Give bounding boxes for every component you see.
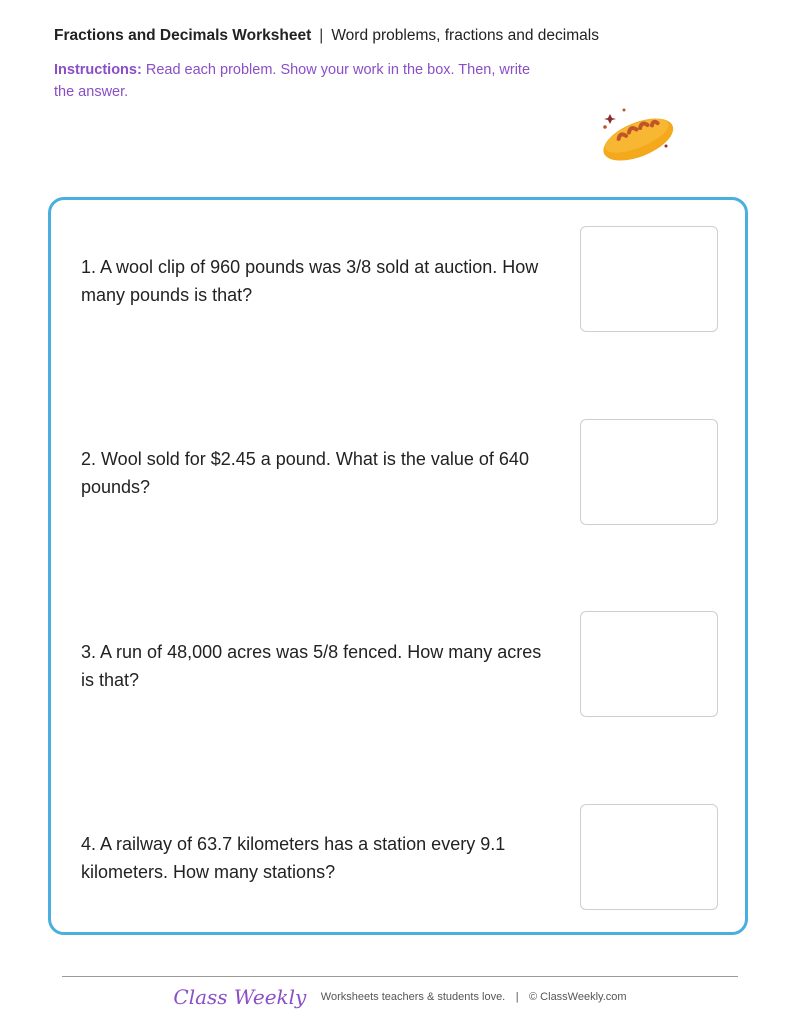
answer-box-3[interactable]	[580, 611, 718, 717]
worksheet-subtitle: Word problems, fractions and decimals	[331, 27, 599, 44]
header-separator: |	[319, 27, 324, 44]
instructions-text: Read each problem. Show your work in the box. Then, write the answer.	[54, 62, 531, 100]
problem-3: 3. A run of 48,000 acres was 5/8 fenced. How many acres is that?	[81, 642, 542, 690]
problem-1: 1. A wool clip of 960 pounds was 3/8 sold at auction. How many pounds is that?	[81, 257, 539, 305]
worksheet-title: Fractions and Decimals Worksheet	[54, 27, 312, 44]
footer-copyright: © ClassWeekly.com	[529, 991, 627, 1003]
footer-tagline: Worksheets teachers & students love.	[320, 991, 506, 1003]
bread-icon	[596, 106, 678, 168]
answer-box-1[interactable]	[580, 226, 718, 332]
worksheet-header	[54, 27, 599, 45]
brand-logo: Class Weekly	[173, 985, 307, 1009]
instructions	[54, 59, 534, 103]
footer-separator: |	[515, 991, 519, 1003]
footer-divider	[62, 976, 738, 977]
problem-4: 4. A railway of 63.7 kilometers has a station every 9.1 kilometers. How many stations?	[81, 834, 506, 882]
instructions-label: Instructions:	[54, 62, 142, 78]
answer-box-2[interactable]	[580, 419, 718, 525]
footer	[0, 985, 800, 1009]
answer-box-4[interactable]	[580, 804, 718, 910]
problem-2: 2. Wool sold for $2.45 a pound. What is the value of 640 pounds?	[81, 449, 529, 497]
